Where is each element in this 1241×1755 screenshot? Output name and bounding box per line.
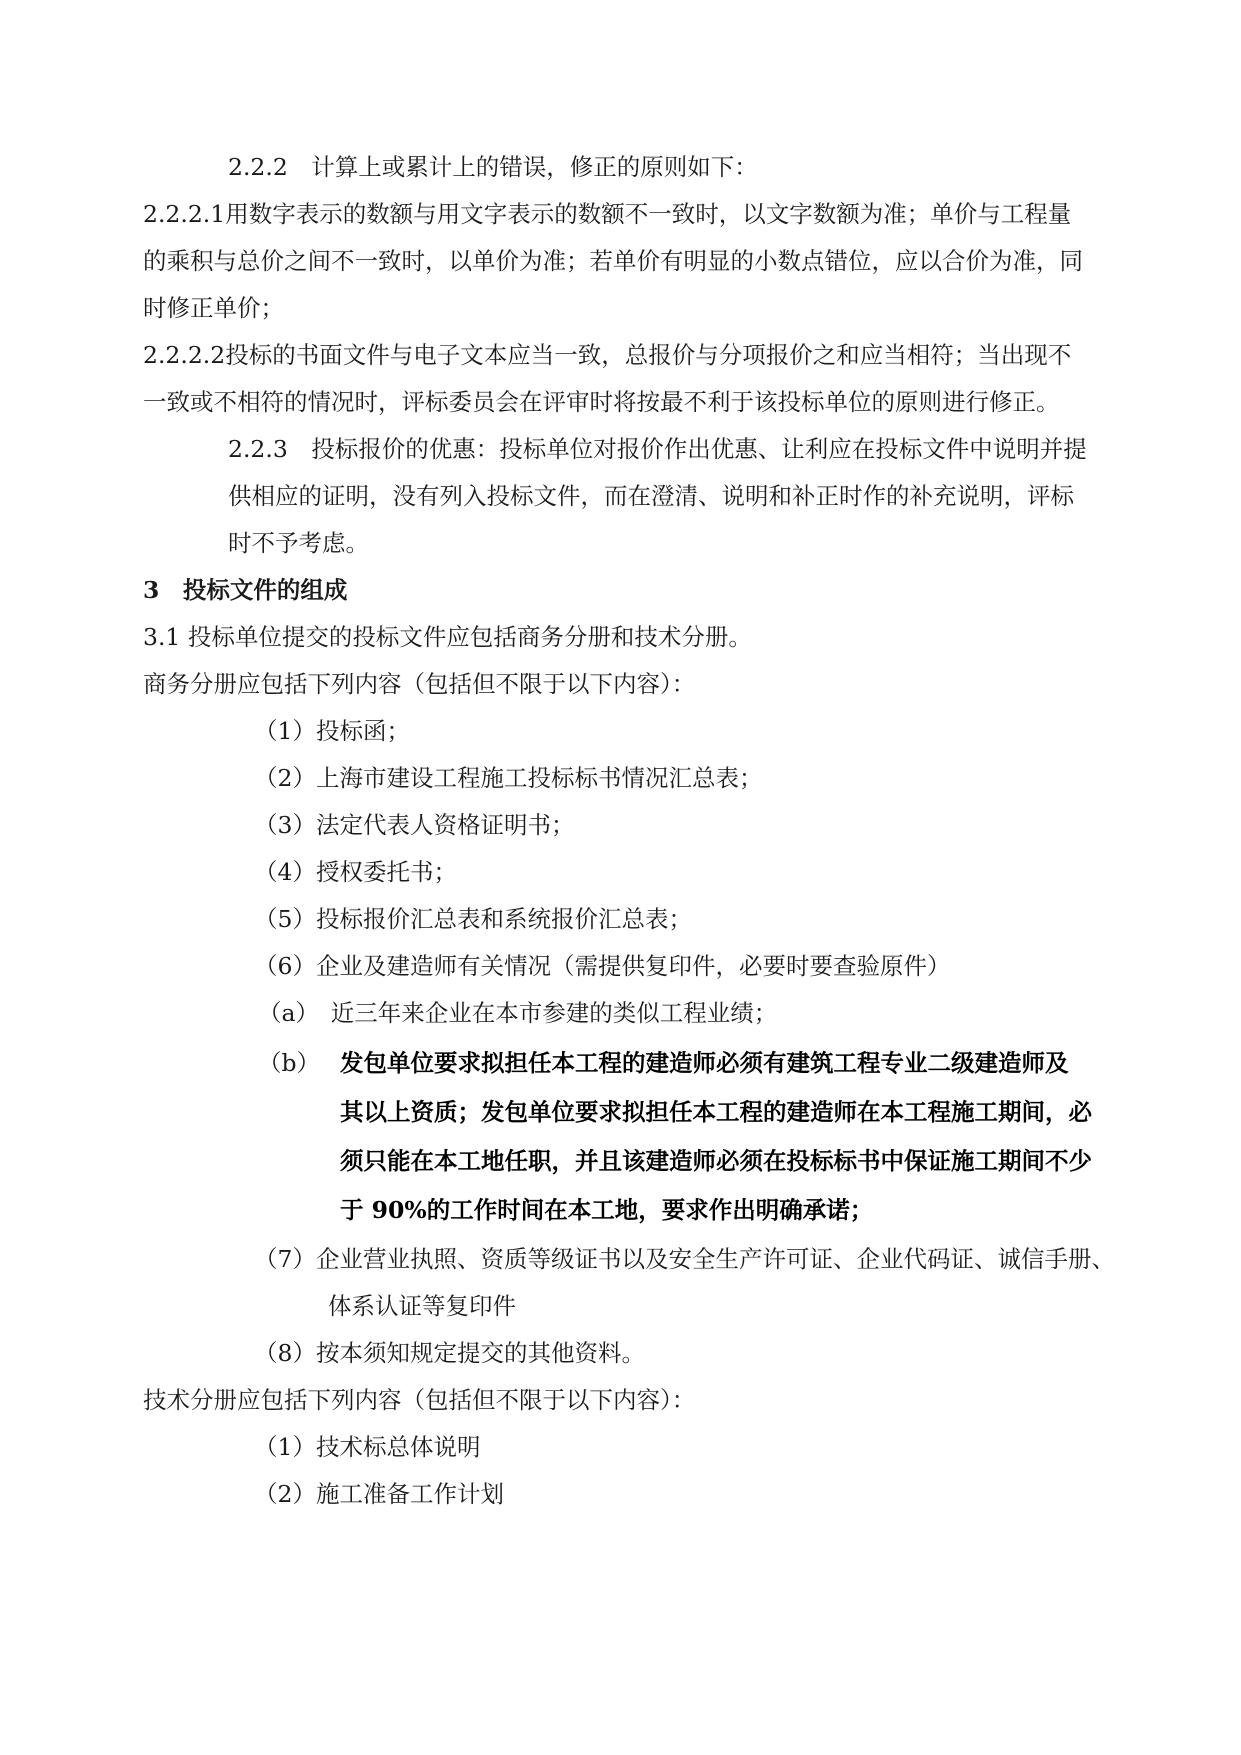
clause-2-2-2-1-line-1: 2.2.2.1用数字表示的数额与用文字表示的数额不一致时，以文字数额为准；单价与工程量 <box>143 200 1072 228</box>
business-item-7-line-2: 体系认证等复印件 <box>328 1292 516 1320</box>
business-volume-intro: 商务分册应包括下列内容（包括但不限于以下内容）： <box>143 670 696 698</box>
business-item-8: （8）按本须知规定提交的其他资料。 <box>254 1339 645 1367</box>
clause-2-2-2: 2.2.2 计算上或累计上的错误，修正的原则如下： <box>228 153 758 181</box>
business-item-6b-line-4: 于 90%的工作时间在本工地，要求作出明确承诺； <box>340 1196 874 1224</box>
business-item-6: （6）企业及建造师有关情况（需提供复印件，必要时要查验原件） <box>254 952 951 980</box>
technical-volume-intro: 技术分册应包括下列内容（包括但不限于以下内容）： <box>143 1386 696 1414</box>
business-item-2: （2）上海市建设工程施工投标标书情况汇总表； <box>254 764 763 792</box>
business-item-6b-line-3: 须只能在本工地任职，并且该建造师必须在投标标书中保证施工期间不少 <box>340 1147 1092 1175</box>
business-item-3: （3）法定代表人资格证明书； <box>254 811 575 839</box>
business-item-5: （5）投标报价汇总表和系统报价汇总表； <box>254 905 692 933</box>
business-item-1: （1）投标函； <box>254 717 410 745</box>
clause-2-2-2-2-line-2: 一致或不相符的情况时，评标委员会在评审时将按最不利于该投标单位的原则进行修正。 <box>143 388 1060 416</box>
business-item-4: （4）授权委托书； <box>254 858 457 886</box>
clause-2-2-2-1-line-3: 时修正单价； <box>143 294 284 322</box>
clause-3-1: 3.1 投标单位提交的投标文件应包括商务分册和技术分册。 <box>143 623 752 651</box>
section-3-heading: 3 投标文件的组成 <box>143 576 348 604</box>
business-item-6a: （a） 近三年来企业在本市参建的类似工程业绩； <box>258 999 778 1027</box>
clause-2-2-2-1-line-2: 的乘积与总价之间不一致时，以单价为准；若单价有明显的小数点错位，应以合价为准，同 <box>143 247 1083 275</box>
clause-2-2-2-2-line-1: 2.2.2.2投标的书面文件与电子文本应当一致，总报价与分项报价之和应当相符；当出现不 <box>143 341 1072 369</box>
clause-2-2-3-line-1: 2.2.3 投标报价的优惠：投标单位对报价作出优惠、让利应在投标文件中说明并提 <box>228 435 1087 463</box>
business-item-6b-line-1: 发包单位要求拟担任本工程的建造师必须有建筑工程专业二级建造师及 <box>340 1049 1069 1077</box>
technical-item-1: （1）技术标总体说明 <box>254 1433 481 1461</box>
technical-item-2: （2）施工准备工作计划 <box>254 1480 504 1508</box>
business-item-6b-line-2: 其以上资质；发包单位要求拟担任本工程的建造师在本工程施工期间，必 <box>340 1098 1092 1126</box>
business-item-6b-marker: （b） <box>258 1049 321 1077</box>
clause-2-2-3-line-3: 时不予考虑。 <box>228 529 369 557</box>
clause-2-2-3-line-2: 供相应的证明，没有列入投标文件，而在澄清、说明和补正时作的补充说明，评标 <box>228 482 1074 510</box>
business-item-7-line-1: （7）企业营业执照、资质等级证书以及安全生产许可证、企业代码证、诚信手册、 <box>254 1245 1115 1273</box>
